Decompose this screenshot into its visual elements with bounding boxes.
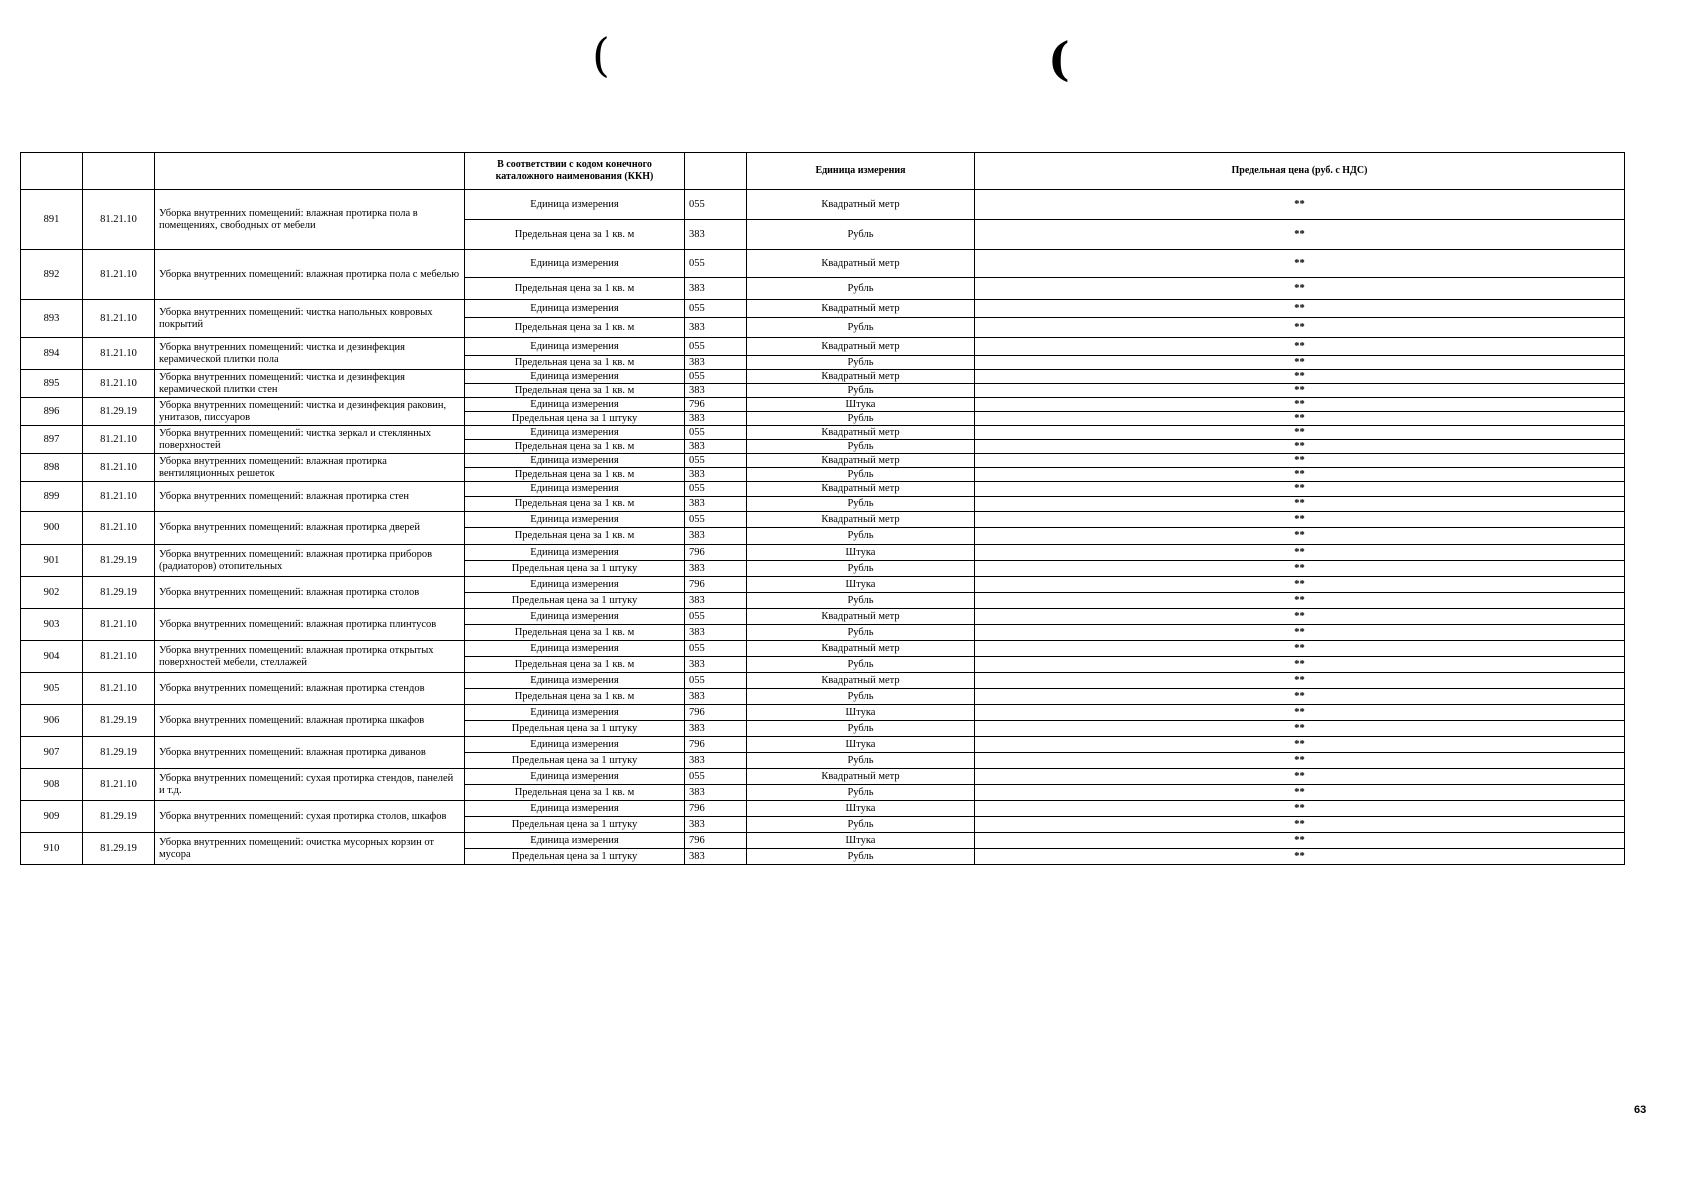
header-col-num: [21, 153, 83, 190]
unit-code: 055: [685, 641, 747, 657]
unit-name: Штука: [747, 705, 975, 721]
price-label: Предельная цена за 1 штуку: [465, 561, 685, 577]
unit-label: Единица измерения: [465, 426, 685, 440]
price-code: 383: [685, 817, 747, 833]
unit-price-value: **: [975, 705, 1625, 721]
price-value: **: [975, 528, 1625, 545]
price-unit-name: Рубль: [747, 817, 975, 833]
unit-price-value: **: [975, 370, 1625, 384]
unit-name: Квадратный метр: [747, 454, 975, 468]
unit-label: Единица измерения: [465, 577, 685, 593]
scan-mark-right: (: [1048, 32, 1070, 86]
unit-price-value: **: [975, 190, 1625, 220]
service-name: Уборка внутренних помещений: влажная протирка вентиляционных решеток: [155, 454, 465, 482]
okpd-code: 81.21.10: [83, 338, 155, 370]
okpd-code: 81.29.19: [83, 801, 155, 833]
table-row: [21, 250, 1625, 278]
price-code: 383: [685, 849, 747, 865]
okpd-code: 81.21.10: [83, 454, 155, 482]
unit-code: 055: [685, 300, 747, 318]
unit-code: 796: [685, 545, 747, 561]
price-label: Предельная цена за 1 штуку: [465, 412, 685, 426]
price-code: 383: [685, 528, 747, 545]
unit-name: Квадратный метр: [747, 250, 975, 278]
price-label: Предельная цена за 1 штуку: [465, 593, 685, 609]
unit-label: Единица измерения: [465, 833, 685, 849]
unit-label: Единица измерения: [465, 801, 685, 817]
table-row: [21, 833, 1625, 849]
price-code: 383: [685, 625, 747, 641]
header-col-unit: Единица измерения: [747, 153, 975, 190]
price-label: Предельная цена за 1 штуку: [465, 849, 685, 865]
service-name: Уборка внутренних помещений: влажная протирка открытых поверхностей мебели, стеллажей: [155, 641, 465, 673]
unit-price-value: **: [975, 769, 1625, 785]
table-header-row: [21, 153, 1625, 190]
price-label: Предельная цена за 1 кв. м: [465, 384, 685, 398]
unit-code: 055: [685, 482, 747, 497]
unit-code: 055: [685, 673, 747, 689]
price-code: 383: [685, 753, 747, 769]
price-value: **: [975, 384, 1625, 398]
price-unit-name: Рубль: [747, 753, 975, 769]
unit-code: 796: [685, 398, 747, 412]
service-name: Уборка внутренних помещений: влажная протирка стен: [155, 482, 465, 512]
price-code: 383: [685, 497, 747, 512]
unit-label: Единица измерения: [465, 609, 685, 625]
price-unit-name: Рубль: [747, 593, 975, 609]
price-unit-name: Рубль: [747, 528, 975, 545]
okpd-code: 81.21.10: [83, 641, 155, 673]
service-name: Уборка внутренних помещений: влажная протирка диванов: [155, 737, 465, 769]
unit-code: 055: [685, 370, 747, 384]
table-body: [21, 190, 1625, 865]
service-name: Уборка внутренних помещений: влажная протирка плинтусов: [155, 609, 465, 641]
price-code: 383: [685, 721, 747, 737]
row-number: 909: [21, 801, 83, 833]
okpd-code: 81.21.10: [83, 673, 155, 705]
service-name: Уборка внутренних помещений: влажная протирка приборов (радиаторов) отопительных: [155, 545, 465, 577]
okpd-code: 81.29.19: [83, 545, 155, 577]
price-unit-name: Рубль: [747, 849, 975, 865]
unit-code: 796: [685, 577, 747, 593]
unit-price-value: **: [975, 801, 1625, 817]
unit-name: Квадратный метр: [747, 673, 975, 689]
price-label: Предельная цена за 1 кв. м: [465, 220, 685, 250]
price-label: Предельная цена за 1 штуку: [465, 817, 685, 833]
unit-name: Штука: [747, 737, 975, 753]
price-unit-name: Рубль: [747, 440, 975, 454]
unit-code: 796: [685, 737, 747, 753]
price-value: **: [975, 497, 1625, 512]
unit-name: Квадратный метр: [747, 300, 975, 318]
table-row: [21, 801, 1625, 817]
price-label: Предельная цена за 1 кв. м: [465, 689, 685, 705]
unit-name: Квадратный метр: [747, 769, 975, 785]
unit-code: 055: [685, 190, 747, 220]
unit-price-value: **: [975, 300, 1625, 318]
okpd-code: 81.29.19: [83, 737, 155, 769]
table-row: [21, 300, 1625, 318]
unit-price-value: **: [975, 454, 1625, 468]
service-name: Уборка внутренних помещений: очистка мусорных корзин от мусора: [155, 833, 465, 865]
unit-code: 796: [685, 705, 747, 721]
service-name: Уборка внутренних помещений: влажная протирка шкафов: [155, 705, 465, 737]
unit-label: Единица измерения: [465, 250, 685, 278]
unit-price-value: **: [975, 512, 1625, 528]
okpd-code: 81.29.19: [83, 833, 155, 865]
price-code: 383: [685, 785, 747, 801]
row-number: 893: [21, 300, 83, 338]
row-number: 898: [21, 454, 83, 482]
unit-price-value: **: [975, 250, 1625, 278]
unit-price-value: **: [975, 545, 1625, 561]
price-table: [20, 152, 1625, 865]
price-code: 383: [685, 593, 747, 609]
unit-label: Единица измерения: [465, 398, 685, 412]
price-code: 383: [685, 689, 747, 705]
price-unit-name: Рубль: [747, 561, 975, 577]
price-code: 383: [685, 468, 747, 482]
row-number: 899: [21, 482, 83, 512]
table-row: [21, 545, 1625, 561]
price-label: Предельная цена за 1 штуку: [465, 721, 685, 737]
table-row: [21, 426, 1625, 440]
price-label: Предельная цена за 1 кв. м: [465, 497, 685, 512]
header-col-name: [155, 153, 465, 190]
unit-name: Квадратный метр: [747, 338, 975, 356]
unit-code: 055: [685, 338, 747, 356]
price-unit-name: Рубль: [747, 468, 975, 482]
row-number: 892: [21, 250, 83, 300]
table-row: [21, 769, 1625, 785]
price-unit-name: Рубль: [747, 689, 975, 705]
unit-price-value: **: [975, 641, 1625, 657]
row-number: 907: [21, 737, 83, 769]
okpd-code: 81.21.10: [83, 250, 155, 300]
price-value: **: [975, 220, 1625, 250]
unit-price-value: **: [975, 426, 1625, 440]
table-row: [21, 737, 1625, 753]
row-number: 895: [21, 370, 83, 398]
price-label: Предельная цена за 1 кв. м: [465, 625, 685, 641]
service-name: Уборка внутренних помещений: чистка и дезинфекция раковин, унитазов, писсуаров: [155, 398, 465, 426]
price-value: **: [975, 689, 1625, 705]
unit-price-value: **: [975, 833, 1625, 849]
price-unit-name: Рубль: [747, 497, 975, 512]
price-value: **: [975, 753, 1625, 769]
table-row: [21, 370, 1625, 384]
scan-mark-left: (: [592, 28, 610, 82]
row-number: 903: [21, 609, 83, 641]
price-value: **: [975, 278, 1625, 300]
service-name: Уборка внутренних помещений: влажная протирка дверей: [155, 512, 465, 545]
unit-code: 055: [685, 250, 747, 278]
unit-name: Штука: [747, 545, 975, 561]
unit-label: Единица измерения: [465, 737, 685, 753]
unit-name: Штука: [747, 833, 975, 849]
header-col-kkn: В соответствии с кодом конечного каталожного наименования (ККН): [465, 153, 685, 190]
okpd-code: 81.21.10: [83, 512, 155, 545]
price-value: **: [975, 785, 1625, 801]
price-label: Предельная цена за 1 кв. м: [465, 468, 685, 482]
unit-price-value: **: [975, 482, 1625, 497]
row-number: 910: [21, 833, 83, 865]
okpd-code: 81.21.10: [83, 190, 155, 250]
unit-label: Единица измерения: [465, 545, 685, 561]
price-value: **: [975, 356, 1625, 370]
price-unit-name: Рубль: [747, 412, 975, 426]
price-label: Предельная цена за 1 кв. м: [465, 785, 685, 801]
unit-price-value: **: [975, 673, 1625, 689]
unit-code: 796: [685, 833, 747, 849]
unit-name: Штука: [747, 801, 975, 817]
price-label: Предельная цена за 1 кв. м: [465, 528, 685, 545]
table-row: [21, 609, 1625, 625]
table-row: [21, 673, 1625, 689]
service-name: Уборка внутренних помещений: влажная протирка пола в помещениях, свободных от мебели: [155, 190, 465, 250]
okpd-code: 81.21.10: [83, 609, 155, 641]
price-code: 383: [685, 220, 747, 250]
price-unit-name: Рубль: [747, 657, 975, 673]
service-name: Уборка внутренних помещений: влажная протирка пола с мебелью: [155, 250, 465, 300]
price-unit-name: Рубль: [747, 384, 975, 398]
row-number: 894: [21, 338, 83, 370]
okpd-code: 81.21.10: [83, 370, 155, 398]
price-code: 383: [685, 356, 747, 370]
price-code: 383: [685, 657, 747, 673]
price-code: 383: [685, 384, 747, 398]
unit-label: Единица измерения: [465, 190, 685, 220]
service-name: Уборка внутренних помещений: чистка и дезинфекция керамической плитки стен: [155, 370, 465, 398]
service-name: Уборка внутренних помещений: чистка и дезинфекция керамической плитки пола: [155, 338, 465, 370]
unit-label: Единица измерения: [465, 300, 685, 318]
unit-name: Квадратный метр: [747, 370, 975, 384]
price-code: 383: [685, 561, 747, 577]
unit-label: Единица измерения: [465, 512, 685, 528]
row-number: 901: [21, 545, 83, 577]
row-number: 897: [21, 426, 83, 454]
price-value: **: [975, 593, 1625, 609]
price-unit-name: Рубль: [747, 721, 975, 737]
okpd-code: 81.21.10: [83, 300, 155, 338]
unit-code: 055: [685, 609, 747, 625]
unit-price-value: **: [975, 338, 1625, 356]
unit-label: Единица измерения: [465, 641, 685, 657]
price-unit-name: Рубль: [747, 278, 975, 300]
row-number: 906: [21, 705, 83, 737]
price-value: **: [975, 412, 1625, 426]
row-number: 908: [21, 769, 83, 801]
unit-name: Штука: [747, 398, 975, 412]
service-name: Уборка внутренних помещений: сухая протирка столов, шкафов: [155, 801, 465, 833]
row-number: 896: [21, 398, 83, 426]
table-row: [21, 454, 1625, 468]
table-row: [21, 338, 1625, 356]
price-label: Предельная цена за 1 кв. м: [465, 356, 685, 370]
service-name: Уборка внутренних помещений: влажная протирка столов: [155, 577, 465, 609]
header-col-code: [83, 153, 155, 190]
okpd-code: 81.29.19: [83, 577, 155, 609]
table-row: [21, 398, 1625, 412]
service-name: Уборка внутренних помещений: чистка напольных ковровых покрытий: [155, 300, 465, 338]
unit-name: Квадратный метр: [747, 426, 975, 440]
price-value: **: [975, 817, 1625, 833]
unit-name: Квадратный метр: [747, 641, 975, 657]
unit-code: 055: [685, 769, 747, 785]
page-number: 63: [1634, 1104, 1647, 1116]
price-value: **: [975, 721, 1625, 737]
unit-code: 796: [685, 801, 747, 817]
price-label: Предельная цена за 1 кв. м: [465, 440, 685, 454]
price-code: 383: [685, 278, 747, 300]
price-code: 383: [685, 318, 747, 338]
unit-price-value: **: [975, 609, 1625, 625]
header-col-price: Предельная цена (руб. с НДС): [975, 153, 1625, 190]
price-unit-name: Рубль: [747, 785, 975, 801]
table-row: [21, 512, 1625, 528]
unit-label: Единица измерения: [465, 370, 685, 384]
unit-name: Квадратный метр: [747, 512, 975, 528]
unit-label: Единица измерения: [465, 705, 685, 721]
price-unit-name: Рубль: [747, 625, 975, 641]
table-row: [21, 641, 1625, 657]
price-unit-name: Рубль: [747, 356, 975, 370]
unit-label: Единица измерения: [465, 769, 685, 785]
service-name: Уборка внутренних помещений: сухая протирка стендов, панелей и т.д.: [155, 769, 465, 801]
unit-label: Единица измерения: [465, 673, 685, 689]
price-value: **: [975, 849, 1625, 865]
price-code: 383: [685, 440, 747, 454]
unit-price-value: **: [975, 737, 1625, 753]
price-code: 383: [685, 412, 747, 426]
header-col-okei: [685, 153, 747, 190]
unit-name: Квадратный метр: [747, 190, 975, 220]
unit-price-value: **: [975, 398, 1625, 412]
price-value: **: [975, 657, 1625, 673]
price-unit-name: Рубль: [747, 318, 975, 338]
table-row: [21, 705, 1625, 721]
unit-label: Единица измерения: [465, 482, 685, 497]
row-number: 902: [21, 577, 83, 609]
table-row: [21, 482, 1625, 497]
row-number: 900: [21, 512, 83, 545]
unit-name: Квадратный метр: [747, 482, 975, 497]
unit-code: 055: [685, 454, 747, 468]
unit-label: Единица измерения: [465, 454, 685, 468]
okpd-code: 81.21.10: [83, 482, 155, 512]
price-label: Предельная цена за 1 кв. м: [465, 278, 685, 300]
service-name: Уборка внутренних помещений: чистка зеркал и стеклянных поверхностей: [155, 426, 465, 454]
unit-name: Штука: [747, 577, 975, 593]
unit-code: 055: [685, 426, 747, 440]
row-number: 904: [21, 641, 83, 673]
price-unit-name: Рубль: [747, 220, 975, 250]
okpd-code: 81.21.10: [83, 769, 155, 801]
service-name: Уборка внутренних помещений: влажная протирка стендов: [155, 673, 465, 705]
price-value: **: [975, 318, 1625, 338]
unit-price-value: **: [975, 577, 1625, 593]
table-row: [21, 190, 1625, 220]
okpd-code: 81.21.10: [83, 426, 155, 454]
okpd-code: 81.29.19: [83, 398, 155, 426]
price-label: Предельная цена за 1 кв. м: [465, 657, 685, 673]
unit-code: 055: [685, 512, 747, 528]
price-label: Предельная цена за 1 штуку: [465, 753, 685, 769]
unit-label: Единица измерения: [465, 338, 685, 356]
okpd-code: 81.29.19: [83, 705, 155, 737]
price-label: Предельная цена за 1 кв. м: [465, 318, 685, 338]
price-value: **: [975, 440, 1625, 454]
price-value: **: [975, 468, 1625, 482]
price-value: **: [975, 625, 1625, 641]
price-value: **: [975, 561, 1625, 577]
unit-name: Квадратный метр: [747, 609, 975, 625]
row-number: 905: [21, 673, 83, 705]
table-row: [21, 577, 1625, 593]
row-number: 891: [21, 190, 83, 250]
